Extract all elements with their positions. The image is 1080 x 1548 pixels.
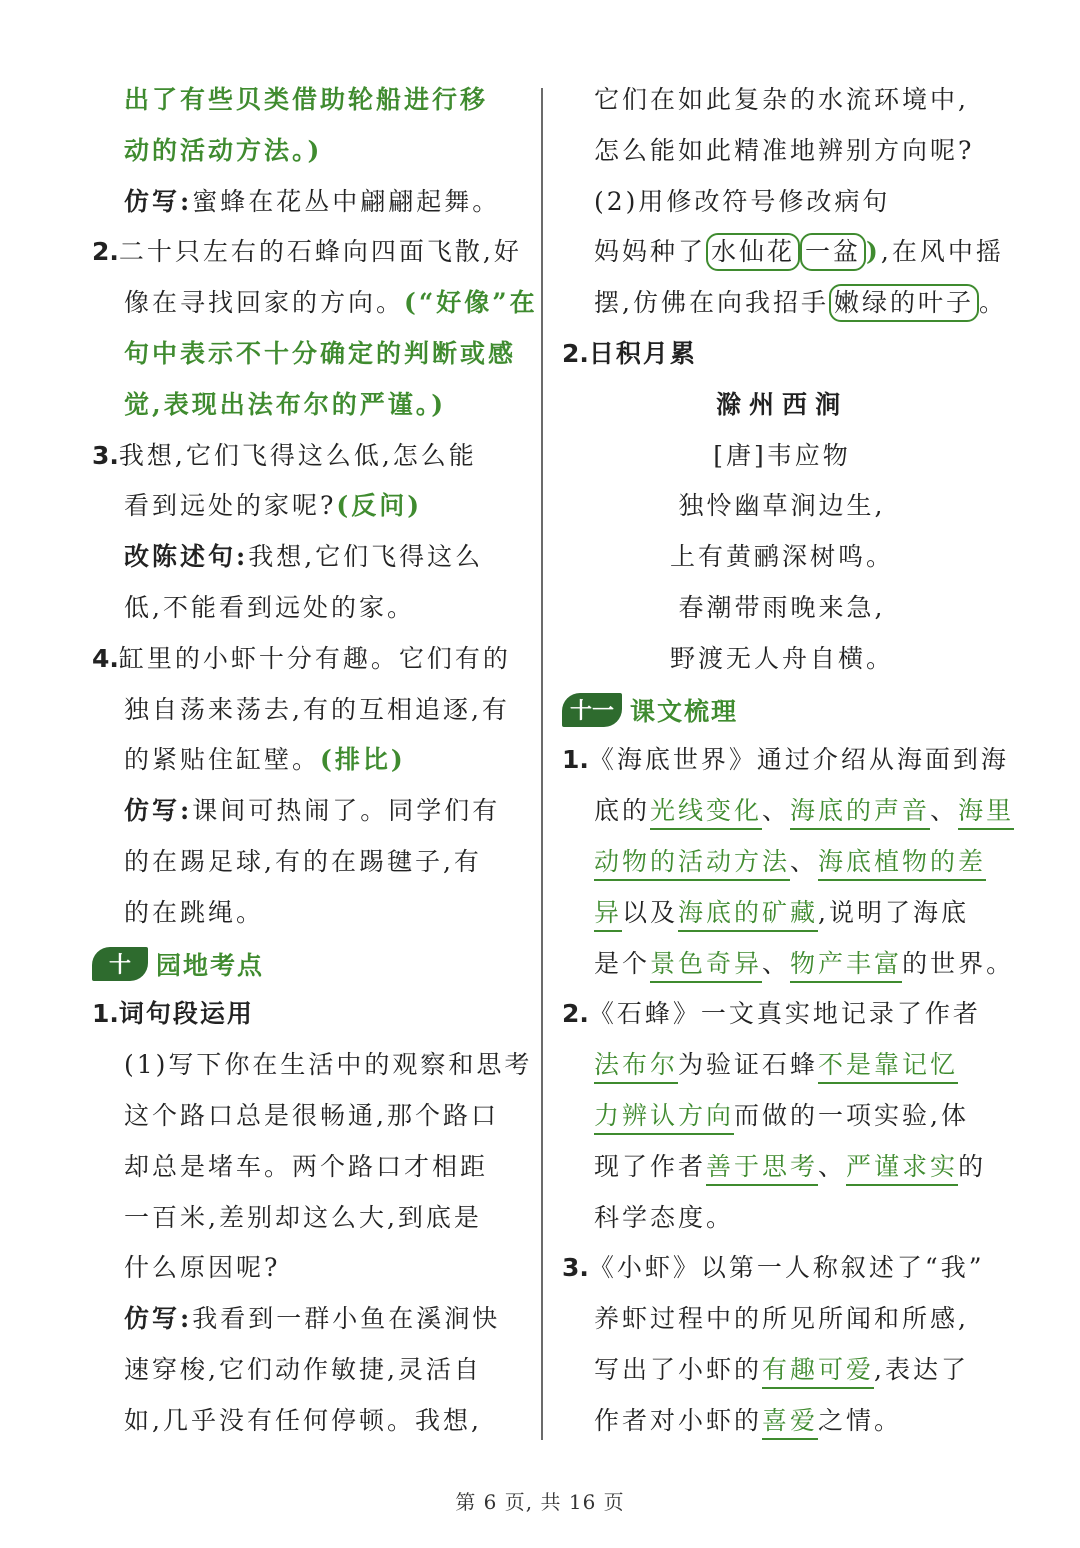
question-text: 看到远处的家呢? <box>124 491 337 521</box>
summary-2-line: 科学态度。 <box>594 1202 735 1232</box>
subsection-number: 1. <box>92 999 119 1029</box>
summary-2-line <box>562 1040 1002 1091</box>
subsection-heading <box>92 989 532 1040</box>
summary-1-line <box>562 888 1002 939</box>
section-badge: 十一 <box>562 693 622 727</box>
answer-line: 觉,表现出法布尔的严谨。) <box>124 389 447 419</box>
separator: 、 <box>762 796 791 826</box>
imitation-line: 速穿梭,它们动作敏捷,灵活自 <box>124 1354 482 1384</box>
question-number: 4. <box>92 643 119 673</box>
underlined-answer: 动物的活动方法 <box>594 845 790 881</box>
summary-3-line <box>562 1243 1002 1294</box>
summary-text: 《小虾》以第一人称叙述了“我” <box>588 1253 985 1283</box>
item-number: 2. <box>562 999 589 1029</box>
summary-text: 而做的一项实验,体 <box>734 1100 969 1130</box>
underlined-answer: 光线变化 <box>650 794 762 830</box>
underlined-answer: 物产丰富 <box>790 947 902 983</box>
section-10-heading <box>92 939 532 990</box>
summary-3-line <box>562 1345 1002 1396</box>
question-number: 3. <box>92 440 119 470</box>
correction-box: 嫩绿的叶子 <box>829 284 979 322</box>
summary-text: 底的 <box>594 796 651 826</box>
summary-text: 是个 <box>594 948 651 978</box>
section-badge: 十 <box>92 947 148 981</box>
summary-text: 《海底世界》通过介绍从海面到海 <box>588 745 1009 775</box>
underlined-answer: 海底的矿藏 <box>678 896 818 932</box>
imitation-label: 仿写: <box>124 1304 193 1334</box>
subsection-heading <box>562 329 1002 380</box>
summary-text: ,说明了海底 <box>818 897 969 927</box>
exercise-line: (1)写下你在生活中的观察和思考 <box>124 1050 533 1080</box>
summary-1-line <box>562 939 1015 990</box>
underlined-answer: 海底的声音 <box>790 794 930 830</box>
underlined-answer: 海底植物的差 <box>818 845 986 881</box>
sentence-text: ,在风中摇 <box>880 237 1004 267</box>
underlined-answer: 法布尔 <box>594 1048 678 1084</box>
underlined-answer: 景色奇异 <box>650 947 762 983</box>
imitation-text: 课间可热闹了。同学们有 <box>192 796 501 826</box>
rewrite-line <box>92 532 532 583</box>
underlined-answer: 有趣可爱 <box>762 1353 874 1389</box>
imitation-label: 仿写: <box>124 186 193 216</box>
question-4-line <box>92 735 532 786</box>
exercise-line: 这个路口总是很畅通,那个路口 <box>124 1100 499 1130</box>
insert-mark: ) <box>866 237 881 267</box>
question-text: 二十只左右的石蜂向四面飞散,好 <box>118 237 522 267</box>
imitation-line: 如,几乎没有任何停顿。我想, <box>124 1405 482 1435</box>
summary-3-line: 养虾过程中的所见所闻和所感, <box>594 1304 969 1334</box>
exercise-line: (2)用修改符号修改病句 <box>594 186 891 216</box>
poem-author: [唐]韦应物 <box>713 440 851 470</box>
summary-1-line <box>562 837 1002 888</box>
exercise-line: 怎么能如此精准地辨别方向呢? <box>594 135 975 165</box>
imitation-line <box>92 177 532 228</box>
imitation-line <box>92 786 532 837</box>
imitation-line: 的在跳绳。 <box>124 897 265 927</box>
summary-text: 为验证石蜂 <box>678 1050 819 1080</box>
question-text: 我想,它们飞得这么低,怎么能 <box>118 440 477 470</box>
question-3-line <box>92 431 532 482</box>
summary-text: 作者对小虾的 <box>594 1405 763 1435</box>
underlined-answer: 海里 <box>958 794 1014 830</box>
poem-line: 独怜幽草涧边生, <box>678 491 886 521</box>
underlined-answer: 善于思考 <box>706 1150 818 1186</box>
item-number: 3. <box>562 1253 589 1283</box>
imitation-line: 的在踢足球,有的在踢毽子,有 <box>124 846 482 876</box>
summary-text: 现了作者 <box>594 1151 707 1181</box>
answer-line: 出了有些贝类借助轮船进行移 <box>124 85 489 114</box>
imitation-line <box>92 1294 532 1345</box>
right-column <box>562 75 1015 1447</box>
subsection-number: 2. <box>562 338 589 368</box>
poem-line: 上有黄鹂深树鸣。 <box>669 542 894 572</box>
summary-1-line <box>562 735 1009 786</box>
summary-2-line <box>562 1091 1002 1142</box>
summary-2-line <box>562 1142 1002 1193</box>
answer-line: 句中表示不十分确定的判断或感 <box>124 338 517 368</box>
item-number: 1. <box>562 745 589 775</box>
separator: 、 <box>930 796 959 826</box>
imitation-text: 蜜蜂在花丛中翩翩起舞。 <box>192 186 501 216</box>
question-3-line <box>92 481 532 532</box>
separator: 、 <box>762 948 791 978</box>
separator: 、 <box>818 1151 847 1181</box>
sentence-text: 摆,仿佛在向我招手 <box>594 288 829 318</box>
summary-text: 写出了小虾的 <box>594 1354 763 1384</box>
sentence-text: 。 <box>978 288 1007 318</box>
poem-line: 野渡无人舟自横。 <box>669 643 894 673</box>
section-11-heading <box>562 685 1002 736</box>
rewrite-label: 改陈述句: <box>124 542 249 572</box>
question-2-line <box>92 227 532 278</box>
summary-text: 之情。 <box>818 1405 903 1435</box>
correction-line <box>562 278 1007 329</box>
rewrite-line: 低,不能看到远处的家。 <box>124 592 415 622</box>
section-title: 课文梳理 <box>630 696 739 726</box>
question-2-line <box>92 278 538 329</box>
underlined-answer: 严谨求实 <box>846 1150 958 1186</box>
sentence-text: 妈妈种了 <box>594 237 707 267</box>
correction-line <box>562 227 1002 278</box>
summary-2-line <box>562 989 1002 1040</box>
left-column <box>92 75 538 1447</box>
rewrite-text: 我想,它们飞得这么 <box>248 542 484 572</box>
question-text: 像在寻找回家的方向。 <box>124 288 405 318</box>
underlined-answer: 异 <box>594 896 622 932</box>
subsection-title: 日积月累 <box>588 338 697 368</box>
separator: 、 <box>790 846 819 876</box>
page-number-footer: 第 6 页, 共 16 页 <box>455 1490 625 1514</box>
summary-text: 的世界。 <box>902 948 1015 978</box>
question-4-line <box>92 634 532 685</box>
summary-text: 的 <box>958 1151 987 1181</box>
underlined-answer: 不是靠记忆 <box>818 1048 958 1084</box>
exercise-line: 什么原因呢? <box>124 1253 281 1283</box>
summary-text: 《石蜂》一文真实地记录了作者 <box>588 999 981 1029</box>
imitation-text: 我看到一群小鱼在溪涧快 <box>192 1304 501 1334</box>
column-divider <box>541 88 543 1440</box>
answer-line: 动的活动方法。) <box>124 135 323 165</box>
summary-1-line <box>562 786 1015 837</box>
subsection-title: 词句段运用 <box>118 999 254 1029</box>
question-text: 缸里的小虾十分有趣。它们有的 <box>118 643 511 673</box>
question-text: 的紧贴住缸壁。 <box>124 745 321 775</box>
section-title: 园地考点 <box>156 950 265 980</box>
summary-text: ,表达了 <box>874 1354 969 1384</box>
imitation-label: 仿写: <box>124 796 193 826</box>
exercise-line: 却总是堵车。两个路口才相距 <box>124 1151 489 1181</box>
question-4-line: 独自荡来荡去,有的互相追逐,有 <box>124 694 510 724</box>
exercise-line: 它们在如此复杂的水流环境中, <box>594 85 969 114</box>
answer-text: (排比) <box>320 745 406 775</box>
underlined-answer: 力辨认方向 <box>594 1099 734 1135</box>
answer-text: (反问) <box>336 491 423 521</box>
answer-text: (“好像”在 <box>404 288 538 318</box>
exercise-line: 一百米,差别却这么大,到底是 <box>124 1202 482 1232</box>
poem-line: 春潮带雨晚来急, <box>678 592 886 622</box>
poem-title: 滁州西涧 <box>715 389 848 419</box>
summary-3-line <box>562 1396 1002 1447</box>
correction-box: 一盆 <box>800 233 866 271</box>
correction-box: 水仙花 <box>706 233 800 271</box>
question-number: 2. <box>92 237 119 267</box>
summary-text: 以及 <box>622 897 679 927</box>
underlined-answer: 喜爱 <box>762 1404 818 1440</box>
